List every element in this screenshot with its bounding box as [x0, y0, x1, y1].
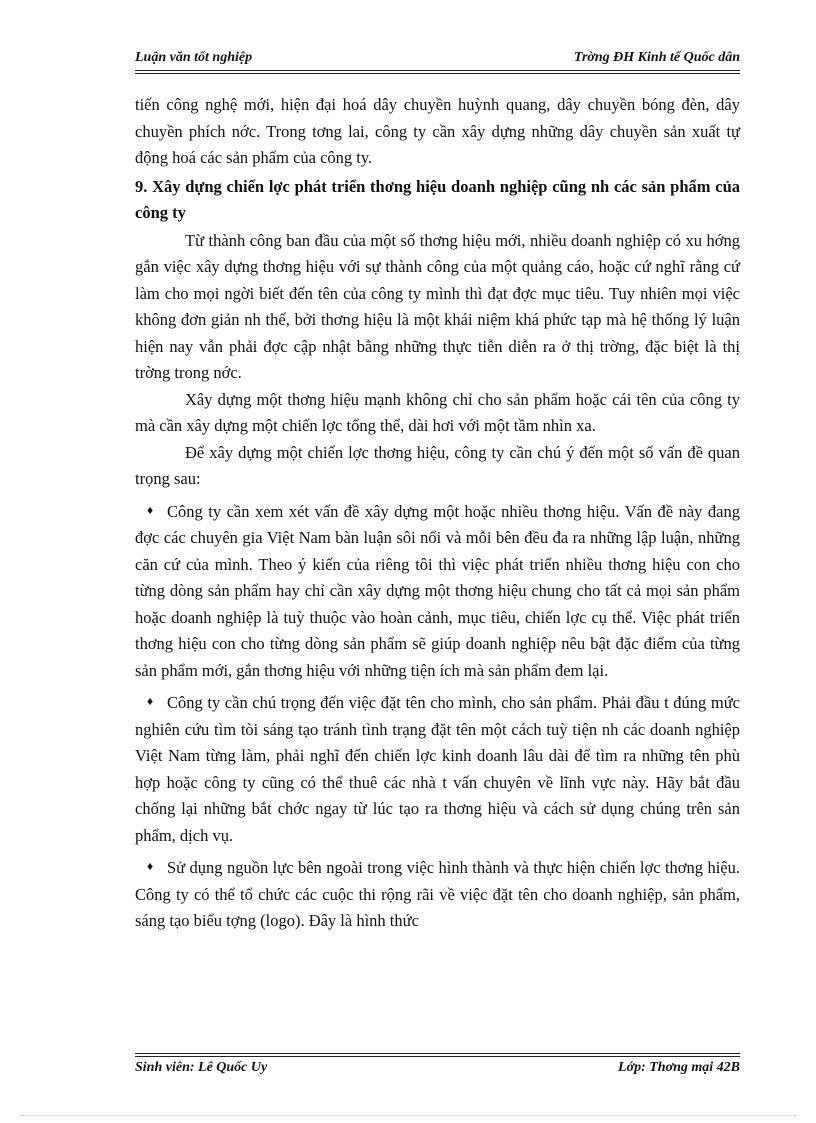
bullet-text: Công ty cần chú trọng đến việc đặt tên cho mình, cho sản phẩm. Phải đầu t đúng mức nghiên cứu tìm tòi sáng tạo tránh tình trạng đặt tên một cách tuỳ tiện nh các doanh nghiệp Việt Nam từng làm, phải nghĩ đến chiến lợc kinh doanh lâu dài để tìm ra những tên phù hợp hoặc công ty cũng có thể thuê các nhà t vấn chuyên về lĩnh vực này. Hãy bắt đầu chống lại những bắt chớc ngay từ lúc tạo ra thơng hiệu và cách sử dụng chúng trên sản phẩm, dịch vụ.	[135, 693, 740, 845]
bullet-text: Sử dụng nguồn lực bên ngoài trong việc hình thành và thực hiện chiến lợc thơng hiệu. Công ty có thể tổ chức các cuộc thi rộng rãi về việc đặt tên cho doanh nghiệp, sản phẩm, sáng tạo biểu tợng (logo). Đây là hình thức	[135, 858, 740, 930]
footer-class-name: Lớp: Thơng mại 42B	[618, 1060, 740, 1075]
header-right-title: Trờng ĐH Kinh tế Quốc dân	[573, 50, 740, 65]
diamond-bullet-icon: ♦	[147, 694, 154, 708]
footer-rule	[135, 1056, 740, 1057]
diamond-bullet-icon: ♦	[147, 502, 154, 517]
paragraph-continuation: tiến công nghệ mới, hiện đại hoá dây chuyền huỳnh quang, dây chuyền bóng đèn, dây chuyền phích nớc. Trong tơng lai, công ty cần xây dựng những dây chuyền sản xuất tự động hoá các sản phẩm của công ty.	[135, 95, 740, 167]
section-heading: 9. Xây dựng chiến lợc phát triển thơng hiệu doanh nghiệp cũng nh các sản phẩm của công ty	[135, 176, 740, 222]
footer-student-name: Sinh viên: Lê Quốc Uy	[135, 1060, 268, 1075]
bullet-item-external-resources	[135, 853, 740, 935]
footer-rule-secondary	[135, 1053, 740, 1054]
paragraph-brand-intro: Từ thành công ban đầu của một số thơng hiệu mới, nhiều doanh nghiệp có xu hớng gắn việc xây dựng thơng hiệu với sự thành công của một quảng cáo, hoặc cứ nghĩ rằng cứ làm cho mọi ngời biết đến tên của công ty mình thì đạt đợc mục tiêu. Tuy nhiên mọi việc không đơn giản nh thế, bởi thơng hiệu là một khái niệm khá phức tạp mà hệ thống lý luận hiện nay vẫn phải đợc cập nhật bằng những thực tiễn diễn ra ở thị trờng, đặc biệt là thị trờng trong nớc.	[135, 230, 740, 382]
header-rule-secondary	[135, 73, 740, 74]
page-bottom-dotted-border	[20, 1115, 796, 1116]
header-left-title: Luận văn tốt nghiệp	[135, 50, 253, 65]
diamond-bullet-icon: ♦	[147, 859, 154, 873]
bullet-item-brand-structure	[135, 497, 740, 685]
bullet-text: Công ty cần xem xét vấn đề xây dựng một hoặc nhiều thơng hiệu. Vấn đề này đang đợc các chuyên gia Việt Nam bàn luận sôi nổi và mỗi bên đều đa ra những lập luận, những căn cứ của mình. Theo ý kiến của riêng tôi thì việc phát triển nhiều thơng hiệu con cho từng dòng sản phẩm hay chỉ cần xây dựng một thơng hiệu chung cho tất cả mọi sản phẩm hoặc doanh nghiệp là tuỳ thuộc vào hoàn cảnh, mục tiêu, chiến lợc cụ thể. Việc phát triển thơng hiệu con cho từng dòng sản phẩm sẽ giúp doanh nghiệp nêu bật đặc điểm của từng sản phẩm mới, gắn thơng hiệu với những tiện ích mà sản phẩm đem lại.	[135, 501, 740, 680]
page-header	[135, 48, 740, 68]
document-body	[135, 92, 740, 935]
bullet-item-naming	[135, 688, 740, 849]
paragraph-key-issues: Để xây dựng một chiến lợc thơng hiệu, công ty cần chú ý đến một số vấn đề quan trọng sau:	[135, 442, 740, 488]
paragraph-strong-brand: Xây dựng một thơng hiệu mạnh không chỉ cho sản phẩm hoặc cái tên của công ty mà cần xây dựng một chiến lợc tổng thể, dài hơi với một tầm nhìn xa.	[135, 389, 740, 435]
header-rule	[135, 70, 740, 71]
page-footer	[135, 1058, 740, 1078]
